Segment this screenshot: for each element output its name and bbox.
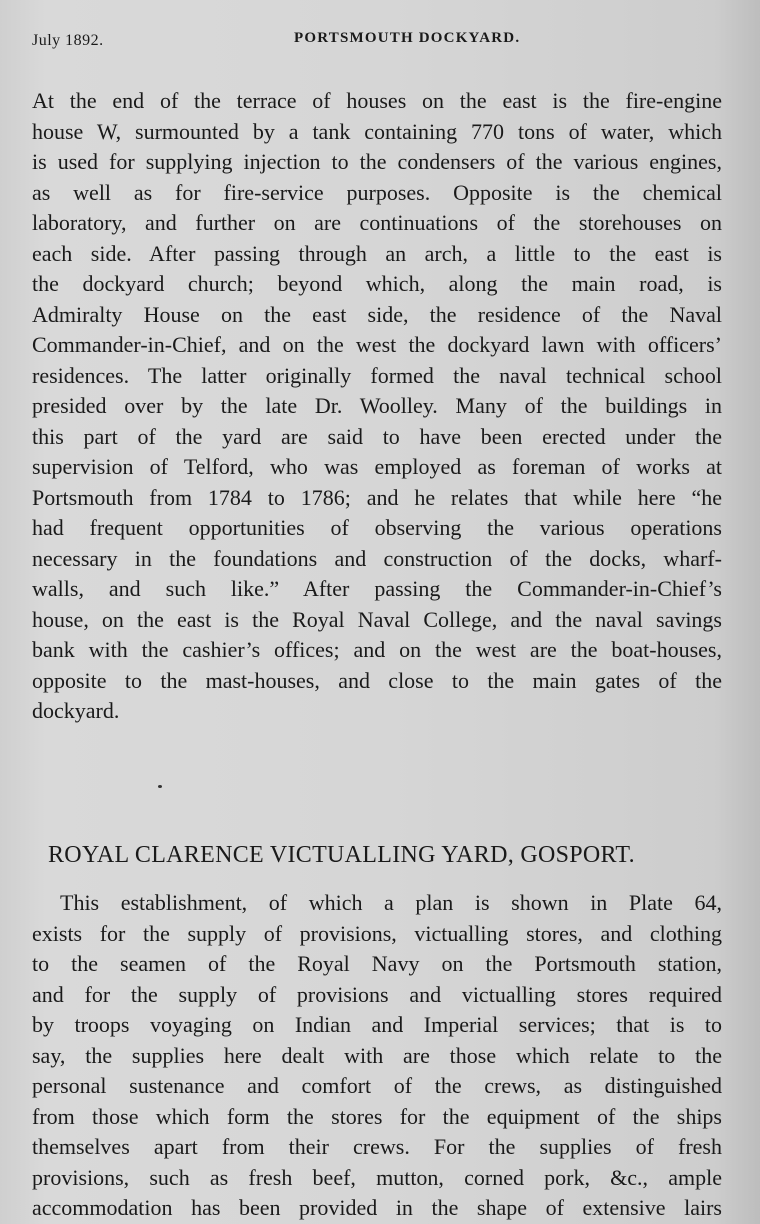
section-heading: ROYAL CLARENCE VICTUALLING YARD, GOSPORT.: [48, 842, 635, 868]
text-line: residences. The latter originally formed the naval technical school: [32, 362, 722, 388]
text-line: this part of the yard are said to have been erected under the: [32, 423, 722, 449]
text-line: provisions, such as fresh beef, mutton, corned pork, &c., ample: [32, 1164, 722, 1190]
text-line: Admiralty House on the east side, the residence of the Naval: [32, 301, 722, 327]
text-line: themselves apart from their crews. For the supplies of fresh: [32, 1134, 722, 1159]
text-line: Commander-in-Chief, and on the west the dockyard lawn with officers’: [32, 332, 722, 357]
text-line: the dockyard church; beyond which, along the main road, is: [32, 271, 722, 296]
text-line: supervision of Telford, who was employed as foreman of works at: [32, 454, 722, 479]
text-line: by troops voyaging on Indian and Imperial services; that is to: [32, 1012, 722, 1037]
text-line: presided over by the late Dr. Woolley. Many of the buildings in: [32, 393, 722, 418]
text-line: house, on the east is the Royal Naval College, and the naval savings: [32, 606, 722, 632]
text-line: exists for the supply of provisions, victualling stores, and clothing: [32, 920, 722, 946]
text-line: necessary in the foundations and construction of the docks, wharf-: [32, 545, 722, 571]
text-line: bank with the cashier’s offices; and on the west are the boat-houses,: [32, 637, 722, 662]
text-line: had frequent opportunities of observing the various operations: [32, 515, 722, 540]
paragraph-portsmouth-dockyard: [32, 86, 722, 727]
text-line: to the seamen of the Royal Navy on the Portsmouth station,: [32, 951, 722, 976]
text-line: walls, and such like.” After passing the Commander-in-Chief’s: [32, 576, 722, 601]
text-line: and for the supply of provisions and victualling stores required: [32, 981, 722, 1007]
text-line: is used for supplying injection to the condensers of the various engines,: [32, 149, 722, 174]
text-line: accommodation has been provided in the shape of extensive lairs: [32, 1195, 722, 1220]
header-date: July 1892.: [32, 32, 104, 49]
text-line: as well as for fire-service purposes. Opposite is the chemical: [32, 179, 722, 205]
page-header: [32, 28, 720, 52]
text-line: Portsmouth from 1784 to 1786; and he relates that while here “he: [32, 484, 722, 510]
text-line: personal sustenance and comfort of the crews, as distinguished: [32, 1073, 722, 1098]
text-line: dockyard.: [32, 698, 120, 723]
ink-mark: [158, 785, 162, 788]
text-line: This establishment, of which a plan is shown in Plate 64,: [60, 890, 722, 915]
text-line: laboratory, and further on are continuations of the storehouses on: [32, 210, 722, 235]
text-line: At the end of the terrace of houses on the east is the fire-engine: [32, 88, 722, 113]
text-line: opposite to the mast-houses, and close to the main gates of the: [32, 667, 722, 693]
text-line: each side. After passing through an arch, a little to the east is: [32, 240, 722, 266]
running-title: PORTSMOUTH DOCKYARD.: [294, 30, 521, 46]
paragraph-victualling-yard: [32, 888, 722, 1224]
text-line: house W, surmounted by a tank containing 770 tons of water, which: [32, 118, 722, 144]
text-line: say, the supplies here dealt with are those which relate to the: [32, 1042, 722, 1068]
text-line: from those which form the stores for the equipment of the ships: [32, 1103, 722, 1129]
